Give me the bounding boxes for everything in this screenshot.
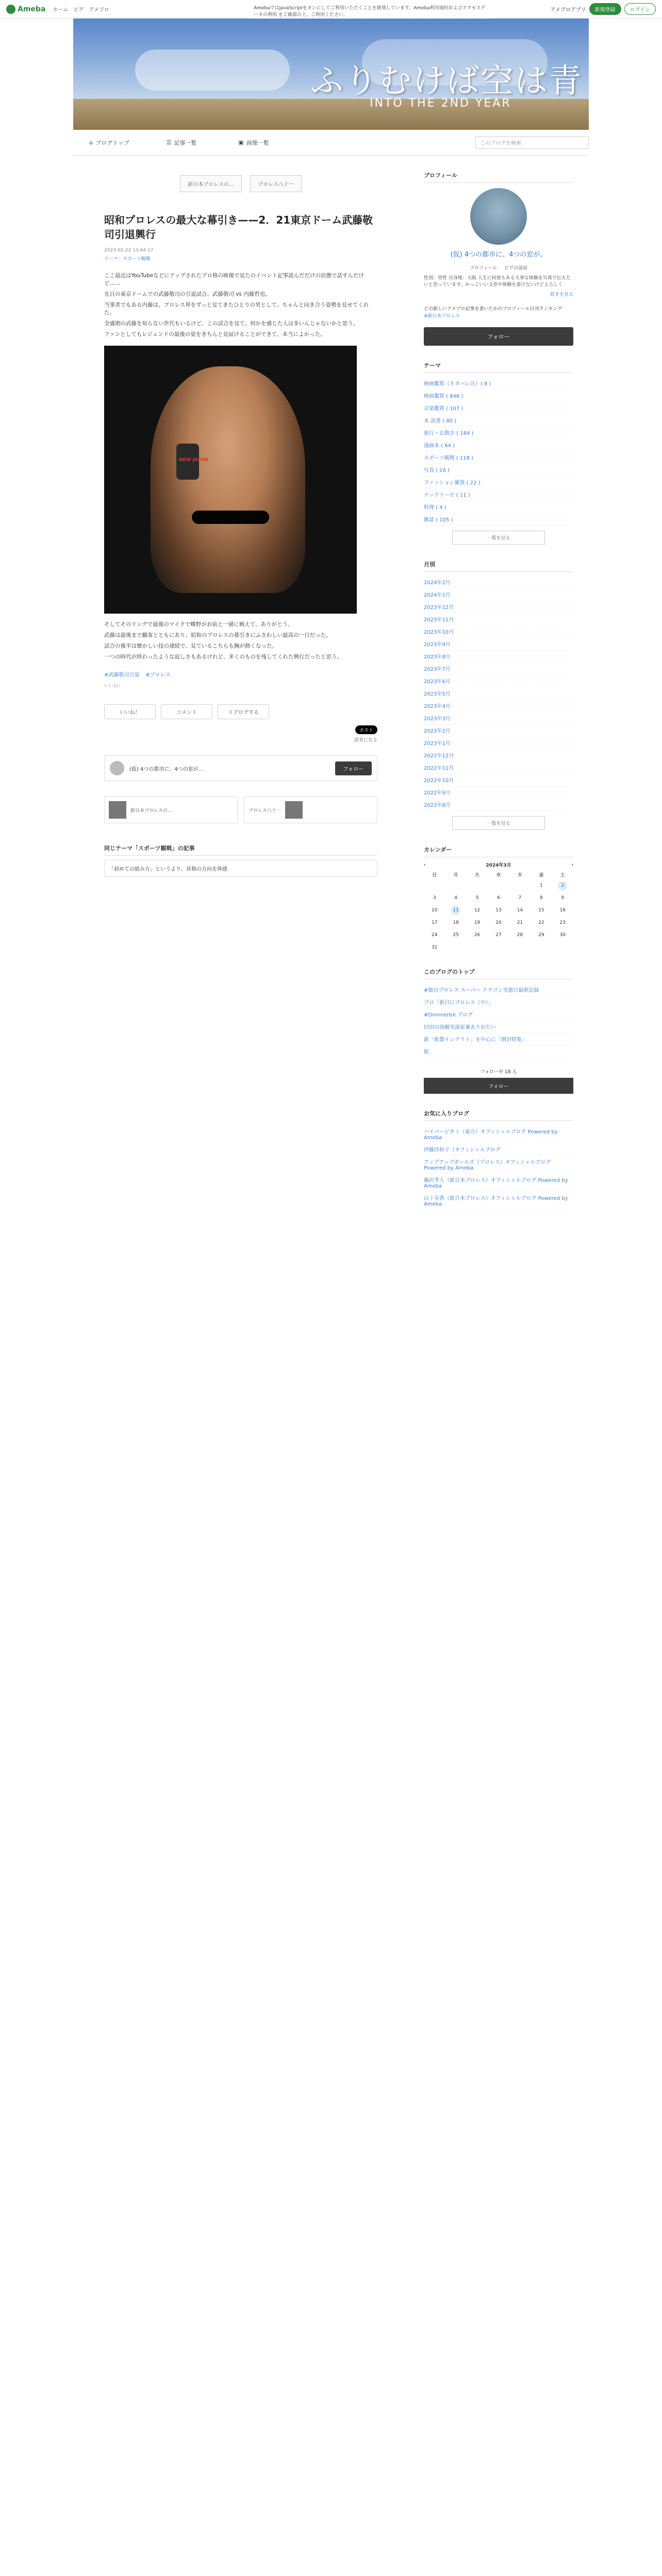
- top-nav-pigg[interactable]: ピグ: [73, 7, 84, 13]
- calendar-section: [424, 845, 573, 952]
- photo-sunglasses: [192, 511, 269, 524]
- month-item[interactable]: 2023年5月: [424, 687, 573, 700]
- month-item[interactable]: 2024年2月: [424, 576, 573, 588]
- image-icon: ▣: [238, 139, 244, 146]
- blog-link-item[interactable]: 紙: [424, 1045, 573, 1058]
- entry-tags: [104, 670, 377, 678]
- theme-item[interactable]: スポーツ観戦 ( 118 ): [424, 451, 573, 464]
- month-item[interactable]: 2024年1月: [424, 588, 573, 601]
- calendar-weekday: 水: [496, 873, 501, 878]
- entry-paragraph: 当事者でもある内藤は、プロレス界をずっと見てきたひとりの男として、ちゃんと向き合う姿勢を見せてくれた。: [104, 302, 369, 316]
- profile-avatar[interactable]: [470, 188, 527, 245]
- home-icon: ⌂: [89, 139, 93, 146]
- top-nav-home[interactable]: ホーム: [53, 7, 69, 13]
- month-item[interactable]: 2022年8月: [424, 799, 573, 811]
- calendar-day[interactable]: 5: [475, 895, 479, 901]
- entry-paragraph: 先日の東京ドームでの武藤敬司の引退試合、武藤敬司 vs 内藤哲也。: [104, 291, 271, 297]
- entry-thumbnail: [109, 801, 126, 819]
- related-heading: 同じテーマ「スポーツ観戦」の記事: [104, 844, 377, 856]
- calendar-day[interactable]: 17: [431, 920, 438, 925]
- main-column: [73, 156, 408, 1210]
- page-layout: [73, 156, 589, 1210]
- theme-item[interactable]: 写真 ( 16 ): [424, 464, 573, 476]
- calendar-day[interactable]: 12: [474, 908, 481, 913]
- list-icon: ☰: [166, 139, 172, 146]
- followers-block: [424, 1068, 573, 1094]
- calendar-title: 2024年3月: [486, 863, 511, 868]
- login-button[interactable]: ログイン: [624, 3, 656, 15]
- profile-links: [424, 264, 573, 271]
- calendar-day[interactable]: 29: [538, 933, 544, 938]
- month-item[interactable]: 2023年8月: [424, 650, 573, 663]
- prev-entry-title: 新日本プロレスの…: [130, 808, 172, 814]
- calendar-weekday: 月: [453, 873, 458, 878]
- entry-actions: [104, 704, 377, 719]
- nav-label: 画像一覧: [246, 139, 269, 146]
- calendar-day[interactable]: 4: [454, 895, 457, 901]
- ranking-text: どの新しいアメブロ記事を書いたかのプロフィール日刊ランキング: [424, 307, 562, 312]
- theme-item[interactable]: 旅行・お散歩 ( 184 ): [424, 427, 573, 439]
- entry-date: 2023-02-22 13:44:17: [104, 248, 154, 253]
- calendar-weekday: 火: [475, 873, 480, 878]
- ameba-logo-text: Ameba: [18, 5, 46, 13]
- calendar-day[interactable]: 1: [539, 883, 543, 888]
- calendar-day[interactable]: 10: [431, 908, 438, 913]
- blog-link-item[interactable]: #独自プロレス スーパー ドラゴン実施日最新記録: [424, 984, 573, 996]
- author-follow-card: [104, 755, 377, 781]
- like-button[interactable]: いいね！: [104, 704, 156, 719]
- blog-nav: [73, 130, 589, 156]
- theme-more-button[interactable]: 一覧を見る: [452, 531, 545, 545]
- blog-links-heading: このブログのトップ: [424, 968, 573, 979]
- chevron-left-icon[interactable]: ‹: [424, 862, 426, 868]
- blog-subtitle: INTO THE 2ND YEAR: [370, 97, 511, 110]
- blog-title: ふりむけば空は青: [310, 62, 583, 100]
- calendar-day[interactable]: 31: [431, 945, 438, 950]
- ameba-logo[interactable]: [6, 5, 45, 14]
- follow-button[interactable]: フォロー: [335, 761, 372, 775]
- blog-link-item[interactable]: 新「紙製インアウト」を中心に「開封特集」: [424, 1033, 573, 1045]
- calendar-weekday: 木: [517, 873, 522, 878]
- calendar-heading: カレンダー: [424, 845, 573, 857]
- nav-label: 記事一覧: [174, 139, 197, 146]
- followers-follow-button[interactable]: フォロー: [424, 1078, 573, 1094]
- month-item[interactable]: 2023年6月: [424, 675, 573, 687]
- calendar-day[interactable]: 28: [517, 933, 523, 938]
- profile-heading: プロフィール: [424, 171, 573, 183]
- blog-banner[interactable]: [73, 19, 589, 130]
- month-item[interactable]: 2022年10月: [424, 774, 573, 786]
- ameba-topbar: [0, 0, 662, 19]
- month-item[interactable]: 2023年2月: [424, 724, 573, 737]
- entry-paragraph: そしてそのリングで最後のマイクで蝶野がお前と一緒に戦えて、ありがとう。: [104, 621, 293, 628]
- months-more-button[interactable]: 一覧を見る: [452, 816, 545, 830]
- banner-cloud: [135, 49, 290, 91]
- month-item[interactable]: 2023年9月: [424, 638, 573, 650]
- month-item[interactable]: 2023年3月: [424, 712, 573, 724]
- theme-item[interactable]: ナックリーゼ ( 11 ): [424, 488, 573, 501]
- calendar-day[interactable]: 19: [474, 920, 481, 925]
- month-item[interactable]: 2023年4月: [424, 700, 573, 712]
- nav-entry-list[interactable]: [145, 139, 218, 147]
- calendar-day[interactable]: 24: [431, 933, 438, 938]
- profile-text: 性別：男性 出身地：大阪 人生に何度もある大事な体験を写真で伝えたいと思っています。かっこいい文章や体験を書けないけどよろしく: [424, 276, 571, 287]
- tag-link[interactable]: #武藤敬司引退: [104, 672, 140, 678]
- related-entry-link[interactable]: 「初めての組み方」というより、昇格の方向を体感: [104, 860, 377, 877]
- theme-item[interactable]: 料理 ( 4 ): [424, 501, 573, 513]
- calendar-day[interactable]: 14: [517, 908, 523, 913]
- calendar-weekday: 日: [432, 873, 437, 878]
- ranking-block: [424, 306, 573, 320]
- calendar-day[interactable]: 30: [559, 933, 566, 938]
- app-link[interactable]: アメブロアプリ: [550, 7, 586, 13]
- prev-entry-card[interactable]: [104, 796, 238, 823]
- register-button[interactable]: 新規登録: [589, 3, 621, 15]
- theme-heading: テーマ: [424, 361, 573, 373]
- entry-thumbnail: [285, 801, 303, 819]
- profile-link[interactable]: プロフィール: [469, 266, 498, 271]
- entry-photo[interactable]: [104, 346, 357, 614]
- next-entry-button[interactable]: プロレス八十一: [250, 175, 302, 192]
- nav-blog-top[interactable]: [73, 139, 145, 147]
- calendar-weekday: 金: [539, 873, 544, 878]
- recommend-blog-item[interactable]: ハイパービタミ（東方）オフィシャルブログ Powered by Ameba: [424, 1125, 573, 1143]
- theme-item[interactable]: 映画鑑賞 ( 846 ): [424, 389, 573, 402]
- calendar-grid: [424, 871, 573, 952]
- blog-search-input[interactable]: このブログを検索: [475, 137, 589, 149]
- entry-theme[interactable]: テーマ：スポーツ観戦: [104, 257, 151, 262]
- calendar-day: [473, 881, 482, 890]
- entry-body: [104, 272, 377, 661]
- entry-paragraph: 試合の後半は懐かしい技の連続で、見ているこちらも胸が熱くなった。: [104, 643, 277, 649]
- avatar[interactable]: [110, 761, 124, 775]
- sidebar-follow-button[interactable]: フォロー: [424, 327, 573, 346]
- become-reader-link[interactable]: 読者になる: [354, 738, 377, 743]
- calendar-day[interactable]: 3: [433, 895, 436, 901]
- prev-entry-button[interactable]: 新日本プロレスの…: [180, 175, 242, 192]
- chevron-right-icon[interactable]: ›: [571, 862, 573, 868]
- theme-section: [424, 361, 573, 545]
- recommend-blog-item[interactable]: アップアップガールズ（プロレス）オフィシャルブログ Powered by Ameba: [424, 1156, 573, 1174]
- recommend-blog-item[interactable]: 伊藤沙和子（オフィシャルブログ: [424, 1143, 573, 1156]
- profile-more-link[interactable]: 続きを見る: [550, 292, 573, 297]
- months-section: [424, 560, 573, 830]
- calendar-header: [424, 861, 573, 868]
- blog-link-item[interactable]: #DimmerbX ブログ: [424, 1008, 573, 1021]
- blog-links-section: [424, 968, 573, 1058]
- calendar-day[interactable]: 15: [538, 908, 544, 913]
- theme-item[interactable]: 音楽鑑賞 ( 107 ): [424, 402, 573, 414]
- calendar-day[interactable]: 9: [561, 895, 565, 901]
- theme-item[interactable]: 映画鑑賞（ネタバレ注）( 8 ): [424, 377, 573, 389]
- calendar-day[interactable]: 25: [453, 933, 459, 938]
- tag-link[interactable]: #プロレス: [145, 672, 171, 678]
- calendar-day[interactable]: 20: [495, 920, 502, 925]
- calendar-day[interactable]: 23: [559, 920, 566, 925]
- month-item[interactable]: 2023年11月: [424, 613, 573, 625]
- calendar-day: [515, 881, 524, 890]
- calendar-day[interactable]: 26: [474, 933, 481, 938]
- entry-paragraph: ここ最近はYouTubeなどにアップされたプロ格の映像で見たのイベント記事読んだだけの状態で話すんだけど……: [104, 273, 364, 286]
- blog-link-item[interactable]: プロ「新日にプロレス（中）」: [424, 996, 573, 1008]
- nav-image-list[interactable]: [218, 139, 290, 147]
- entry-paragraph: 全盛期の武藤を知らない世代もいるけど、この試合を見て、何かを感じた人は多いんじゃないかと思う。: [104, 320, 359, 327]
- calendar-day: [451, 881, 460, 890]
- calendar-day[interactable]: 18: [453, 920, 459, 925]
- top-nav: [53, 5, 109, 13]
- calendar-day[interactable]: 7: [518, 895, 522, 901]
- pigg-room-link[interactable]: ピグの部屋: [504, 266, 528, 271]
- calendar-weekday: 土: [560, 873, 565, 878]
- calendar-day[interactable]: 27: [495, 933, 502, 938]
- author-name[interactable]: (仮) 4つの都市に、4つの窓が…: [129, 766, 204, 772]
- recommend-blog-item[interactable]: 山下美香（新日本プロレス）オフィシャルブログ Powered by Ameba: [424, 1192, 573, 1210]
- theme-item[interactable]: 漫画本 ( 64 ): [424, 439, 573, 451]
- entry-paragraph: 一つの時代が終わったような寂しさもあるけれど、多くのものを残してくれた興行だったと思う。: [104, 654, 342, 660]
- month-item[interactable]: 2022年9月: [424, 786, 573, 799]
- blog-link-item[interactable]: 旧田の演劇実演家兼ありがたい: [424, 1021, 573, 1033]
- calendar-day[interactable]: 11: [451, 906, 460, 915]
- next-entry-title: プロレス八十一: [249, 808, 281, 814]
- month-item[interactable]: 2022年11月: [424, 761, 573, 774]
- banner-ground: [73, 99, 589, 130]
- month-item[interactable]: 2023年10月: [424, 625, 573, 638]
- likes-count: いいね！: [104, 684, 123, 689]
- calendar-day[interactable]: 6: [497, 895, 500, 901]
- entry-paragraph: ファンとしてもレジェンドの最後の姿をきちんと見届けることができて、本当によかった。: [104, 331, 326, 337]
- sidebar: [408, 156, 589, 1210]
- calendar-day: [494, 881, 503, 890]
- month-item[interactable]: 2023年1月: [424, 737, 573, 749]
- month-item[interactable]: 2023年7月: [424, 663, 573, 675]
- recommend-section: [424, 1109, 573, 1210]
- theme-item[interactable]: 雑談 ( 105 ): [424, 513, 573, 526]
- calendar-day[interactable]: 13: [495, 908, 502, 913]
- calendar-day: [430, 881, 439, 890]
- photo-subject: [151, 366, 305, 593]
- related-entries: [104, 844, 377, 877]
- entry-title[interactable]: 昭和プロレスの最大な幕引き——2．21東京ドーム武藤敬司引退興行: [104, 214, 373, 241]
- profile-name[interactable]: (仮) 4つの都市に、4つの窓が。: [450, 251, 547, 259]
- entry-pager-bottom: [104, 796, 377, 823]
- recommend-heading: お気に入りブログ: [424, 1109, 573, 1121]
- notice-text: AmebaではJavaScriptをオンにしてご利用いただくことを推奨しています。Ameba利用規約およびアクセスデータの利用 をご確認の上、ご利用ください。: [254, 6, 486, 18]
- followers-count[interactable]: フォロー中 18 人: [480, 1070, 517, 1075]
- comment-button[interactable]: コメント: [161, 704, 212, 719]
- top-right-actions: [551, 3, 656, 15]
- entry-paragraph: 武藤は最後まで観客とともにあり、昭和のプロレスの幕引きにふさわしい最高の一日だった。: [104, 632, 332, 638]
- share-row: [104, 725, 377, 734]
- month-item[interactable]: 2023年12月: [424, 601, 573, 613]
- month-item[interactable]: 2022年12月: [424, 749, 573, 761]
- theme-item[interactable]: 本 読書 ( 80 ): [424, 414, 573, 427]
- entry-pager-top: [104, 175, 377, 192]
- calendar-day[interactable]: 2: [558, 881, 567, 890]
- calendar-day[interactable]: 22: [538, 920, 544, 925]
- months-heading: 月別: [424, 560, 573, 572]
- calendar-day[interactable]: 8: [539, 895, 543, 901]
- reblog-button[interactable]: リブログする: [218, 704, 269, 719]
- calendar-day[interactable]: 21: [517, 920, 523, 925]
- nav-label: ブログトップ: [95, 139, 129, 146]
- photo-mic-label: NEW JAPAN: [179, 457, 209, 463]
- next-entry-card[interactable]: [244, 796, 377, 823]
- ranking-link[interactable]: #新日本プロレス: [424, 314, 460, 319]
- ameba-logo-icon: [6, 5, 15, 14]
- top-nav-ameblo[interactable]: アメブロ: [89, 7, 109, 13]
- recommend-blog-item[interactable]: 藤沢孝人（新日本プロレス）オフィシャルブログ Powered by Ameba: [424, 1174, 573, 1192]
- post-share-button[interactable]: ポスト: [355, 725, 377, 734]
- theme-item[interactable]: ファッション雑貨 ( 22 ): [424, 476, 573, 488]
- calendar-day[interactable]: 16: [559, 908, 566, 913]
